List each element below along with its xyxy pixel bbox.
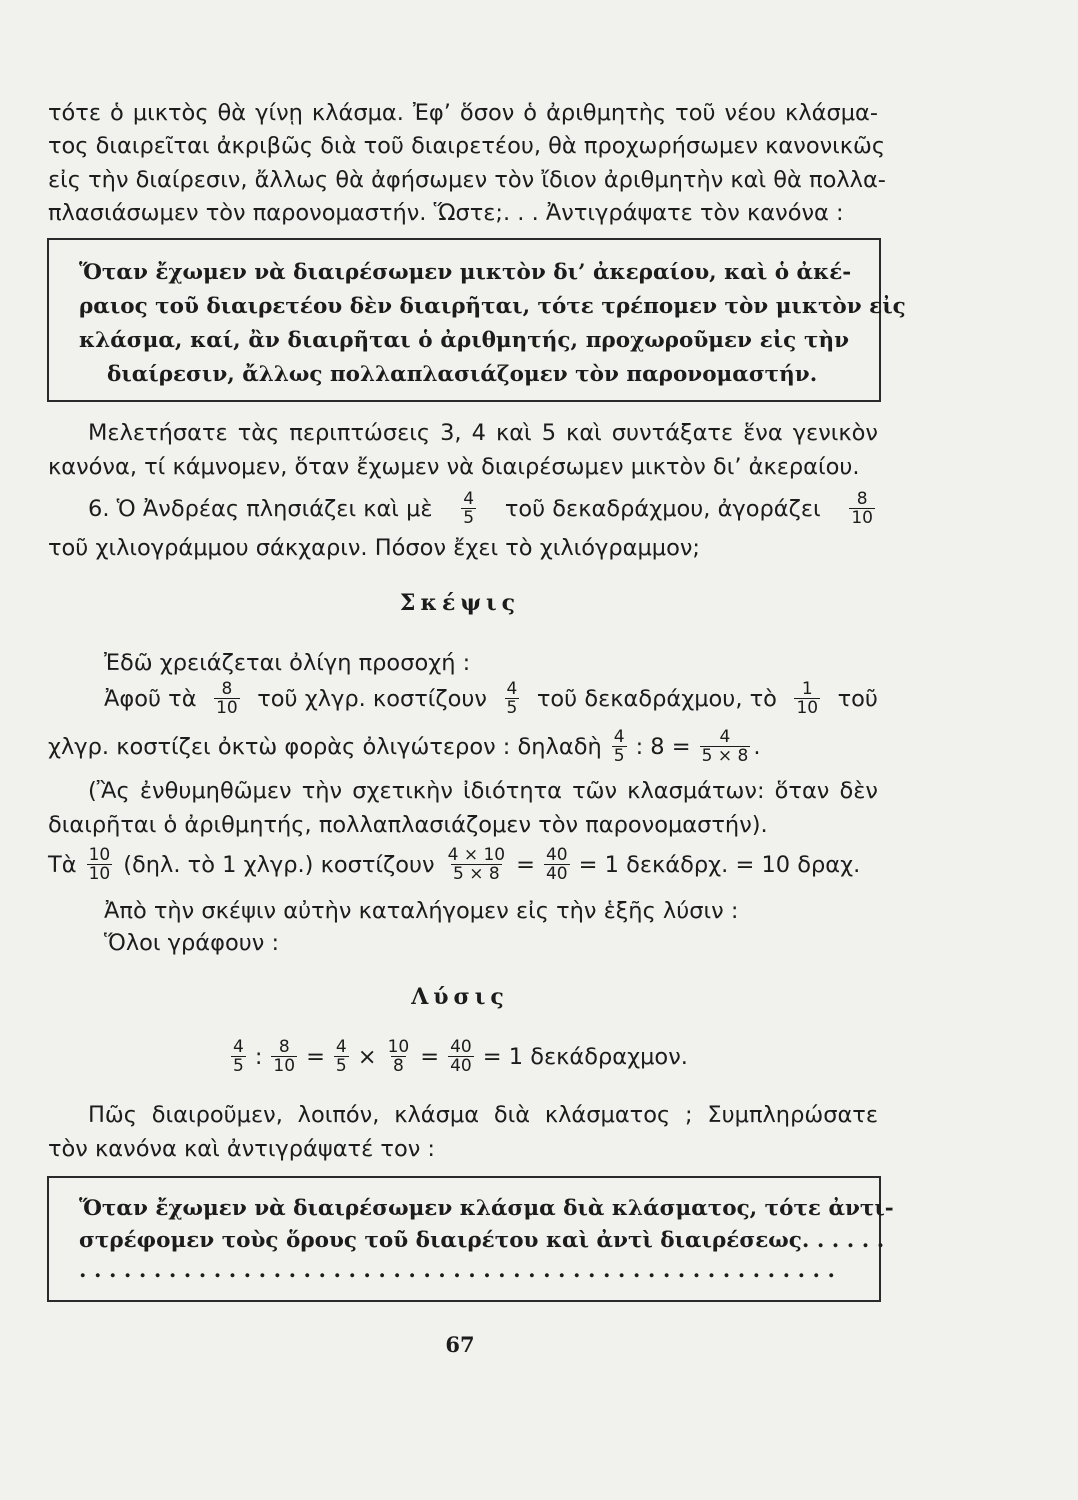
problem-text-2: τοῦ δεκαδράχμου, ἀγοράζει xyxy=(504,495,821,522)
denominator: 40 xyxy=(545,864,568,884)
denominator: 40 xyxy=(450,1056,472,1076)
denominator: 8 xyxy=(393,1056,404,1076)
numerator: 4 xyxy=(463,489,475,509)
rule2-line-1: Ὅταν ἔχωμεν νὰ διαιρέσωμεν κλάσμα διὰ κλάσματος, τότε ἀντι- xyxy=(79,1196,894,1221)
fraction xyxy=(794,680,820,717)
fraction xyxy=(505,680,520,717)
skepsis-intro: Ἐδῶ χρειάζεται ὀλίγη προσοχή : xyxy=(104,650,471,676)
text: Ἀφοῦ τὰ xyxy=(104,685,197,712)
intro-line-1: τότε ὁ μικτὸς θὰ γίνῃ κλάσμα. Ἐφ’ ὅσον ὁ ἀριθμητὴς τοῦ νέου κλάσμα- xyxy=(48,100,878,126)
skepsis-line-5: Ὅλοι γράφουν : xyxy=(104,930,280,956)
fraction xyxy=(700,728,751,765)
denominator: 5 xyxy=(233,1056,244,1076)
intro-line-4: πλασιάσωμεν τὸν παρονομαστήν. Ὥστε;. . . Ἀντιγράψατε τὸν κανόνα : xyxy=(48,200,844,226)
text: χλγρ. κοστίζει ὀκτὼ φορὰς ὀλιγώτερον : δηλαδὴ xyxy=(48,733,602,760)
text: τοῦ δεκαδράχμου, τὸ xyxy=(536,685,777,712)
text: (δηλ. τὸ 1 χλγρ.) κοστίζουν xyxy=(123,851,435,878)
question-line-1: Πῶς διαιροῦμεν, λοιπόν, κλάσμα διὰ κλάσματος ; Συμπληρώσατε xyxy=(88,1102,878,1128)
problem-text-1: 6. Ὁ Ἀνδρέας πλησιάζει καὶ μὲ xyxy=(88,495,433,522)
text: τοῦ χλγρ. κοστίζουν xyxy=(257,685,487,712)
denominator: 5 × 8 xyxy=(701,746,749,766)
rule1-line-1: Ὅταν ἔχωμεν νὰ διαιρέσωμεν μικτὸν δι’ ἀκεραίου, καὶ ὁ ἀκέ- xyxy=(79,260,852,285)
denominator: 5 xyxy=(463,508,475,528)
rule-box-1 xyxy=(47,238,906,402)
text: = 1 δεκάδρχ. = 10 δραχ. xyxy=(578,851,861,878)
skepsis-line-2 xyxy=(48,728,878,765)
fraction xyxy=(544,846,570,883)
operator: = xyxy=(516,851,535,878)
rule-box-2 xyxy=(47,1176,894,1302)
text: Τὰ xyxy=(48,851,77,878)
fraction xyxy=(271,1038,297,1075)
skepsis-heading: Σκέψις xyxy=(399,590,521,616)
denominator: 5 xyxy=(335,1056,347,1076)
operator: × xyxy=(357,1043,377,1070)
denominator: 5 xyxy=(506,698,518,718)
fraction xyxy=(461,490,476,527)
fraction xyxy=(334,1038,349,1075)
text: . xyxy=(753,733,761,760)
lysis-heading: Λύσις xyxy=(411,984,509,1010)
numerator: 4 xyxy=(719,727,731,747)
skepsis-line-4: Ἀπὸ τὴν σκέψιν αὐτὴν καταλήγομεν εἰς τὴν ἑξῆς λύσιν : xyxy=(104,898,739,924)
problem-line-1 xyxy=(88,490,878,527)
fraction xyxy=(612,728,627,765)
operator: = xyxy=(306,1043,325,1070)
numerator: 40 xyxy=(450,1037,472,1057)
denominator: 10 xyxy=(796,698,819,718)
denominator: 5 xyxy=(613,746,625,766)
numerator: 4 xyxy=(613,727,625,747)
numerator: 1 xyxy=(801,679,813,699)
fraction xyxy=(849,490,875,527)
study-line-2: κανόνα, τί κάμνομεν, ὅταν ἔχωμεν νὰ διαιρέσωμεν μικτὸν δι’ ἀκεραίου. xyxy=(48,454,860,480)
problem-line-2: τοῦ χιλιογράμμου σάκχαριν. Πόσον ἔχει τὸ χιλιόγραμμον; xyxy=(48,535,700,561)
text: = 1 δεκάδραχμον. xyxy=(482,1043,688,1070)
skepsis-line-3 xyxy=(48,846,878,883)
denominator: 10 xyxy=(851,508,873,528)
numerator: 4 xyxy=(335,1037,347,1057)
question-line-2: τὸν κανόνα καὶ ἀντιγράψατέ τον : xyxy=(48,1136,436,1162)
lysis-equation xyxy=(228,1038,828,1075)
fraction xyxy=(448,1038,474,1075)
numerator: 8 xyxy=(278,1037,290,1057)
numerator: 8 xyxy=(221,679,233,699)
numerator: 4 xyxy=(506,679,518,699)
numerator: 10 xyxy=(88,845,111,865)
page-number: 67 xyxy=(445,1332,475,1357)
fraction xyxy=(386,1038,412,1075)
skepsis-note-2: διαιρῆται ὁ ἀριθμητής, πολλαπλασιάζομεν τὸν παρονομαστήν). xyxy=(48,812,768,838)
denominator: 10 xyxy=(216,698,238,718)
denominator: 10 xyxy=(273,1056,296,1076)
numerator: 4 × 10 xyxy=(447,845,506,865)
rule1-line-3: κλάσμα, καί, ἂν διαιρῆται ὁ ἀριθμητής, προχωροῦμεν εἰς τὴν xyxy=(79,328,849,353)
rule1-line-4: διαίρεσιν, ἄλλως πολλαπλασιάζομεν τὸν παρονομαστήν. xyxy=(107,362,818,387)
numerator: 10 xyxy=(387,1037,410,1057)
intro-line-3: εἰς τὴν διαίρεσιν, ἄλλως θὰ ἀφήσωμεν τὸν ἴδιον ἀριθμητὴν καὶ θὰ πολλα- xyxy=(48,167,886,193)
fraction xyxy=(231,1038,246,1075)
operator: : 8 = xyxy=(635,733,691,760)
operator: : xyxy=(254,1043,263,1070)
rule2-line-3: . . . . . . . . . . . . . . . . . . . . . . . . . . . . . . . . . . . . . . . . . . . . . . . . . . . xyxy=(79,1258,835,1283)
numerator: 4 xyxy=(233,1037,244,1057)
fraction xyxy=(446,846,508,883)
fraction xyxy=(214,680,240,717)
rule2-line-2: στρέφομεν τοὺς ὅρους τοῦ διαιρέτου καὶ ἀντὶ διαιρέσεως. . . . . . xyxy=(79,1228,885,1253)
numerator: 8 xyxy=(856,489,868,509)
study-line-1: Μελετήσατε τὰς περιπτώσεις 3, 4 καὶ 5 καὶ συντάξατε ἕνα γενικὸν xyxy=(88,420,878,446)
skepsis-line-1 xyxy=(104,680,878,717)
denominator: 10 xyxy=(88,864,111,884)
numerator: 40 xyxy=(545,845,568,865)
operator: = xyxy=(420,1043,440,1070)
fraction xyxy=(87,846,113,883)
skepsis-note-1: (Ἂς ἐνθυμηθῶμεν τὴν σχετικὴν ἰδιότητα τῶν κλασμάτων: ὅταν δὲν xyxy=(88,778,878,804)
intro-line-2: τος διαιρεῖται ἀκριβῶς διὰ τοῦ διαιρετέου, θὰ προχωρήσωμεν κανονικῶς xyxy=(48,133,886,159)
denominator: 5 × 8 xyxy=(453,864,500,884)
rule1-line-2: ραιος τοῦ διαιρετέου δὲν διαιρῆται, τότε τρέπομεν τὸν μικτὸν εἰς xyxy=(79,294,906,319)
text: τοῦ xyxy=(837,685,878,712)
